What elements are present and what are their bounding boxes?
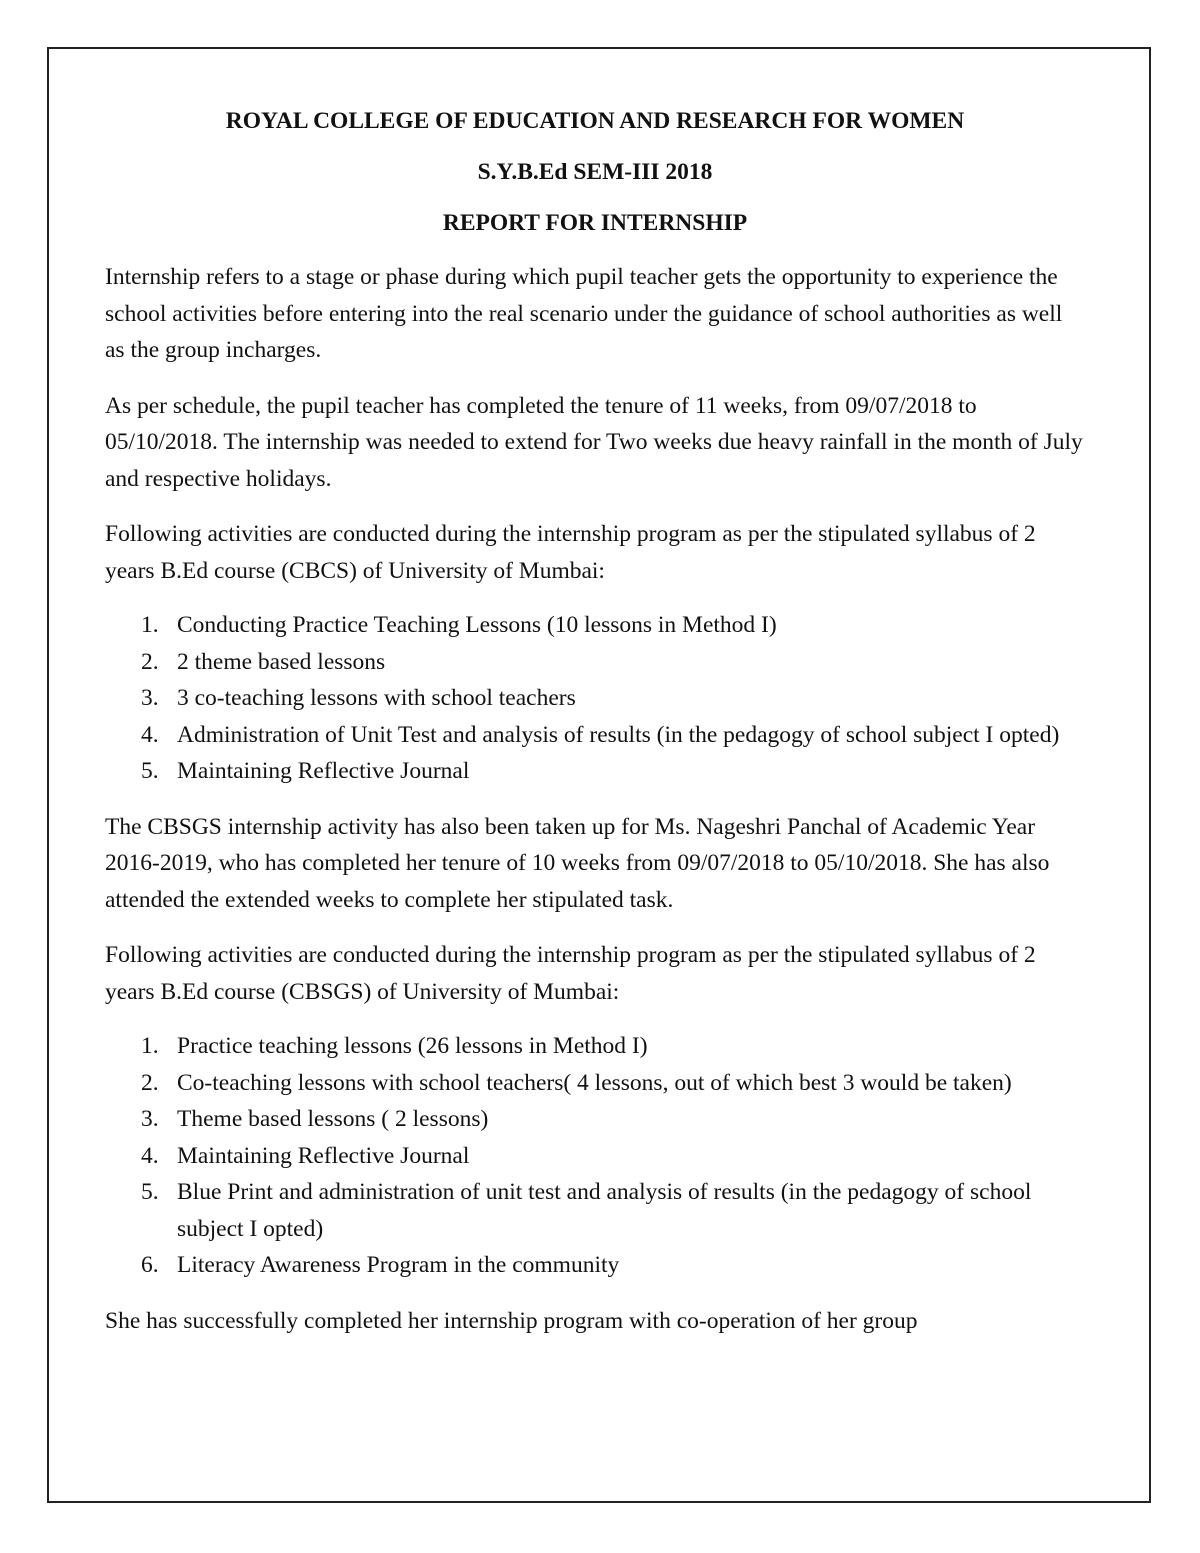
list-item-text: Conducting Practice Teaching Lessons (10 lessons in Method I): [177, 612, 777, 638]
list-item: [105, 607, 1085, 644]
cbcs-activities-list: [105, 607, 1085, 790]
list-number: 4.: [141, 1142, 159, 1169]
list-item-text: Co-teaching lessons with school teachers( 4 lessons, out of which best 3 would be taken): [177, 1069, 1012, 1096]
list-item: [105, 753, 1085, 790]
list-item: [105, 1101, 1085, 1138]
list-number: 5.: [141, 1179, 159, 1205]
list-item: [105, 1065, 1085, 1102]
cbcs-intro-paragraph: Following activities are conducted during the internship program as per the stipulated syllabus of 2 years B.Ed course (CBCS) of University of Mumbai:: [105, 521, 1036, 584]
list-item-text: 3 co-teaching lessons with school teachers: [177, 685, 576, 711]
list-item: [105, 717, 1085, 754]
list-number: 6.: [141, 1252, 159, 1278]
schedule-paragraph: As per schedule, the pupil teacher has completed the tenure of 11 weeks, from 09/07/2018 to 05/10/2018. The internship was needed to extend for Two weeks due heavy rainfall in the month of July and respective holidays.: [105, 392, 1083, 492]
list-number: 2.: [141, 648, 159, 675]
list-item-text: Literacy Awareness Program in the community: [177, 1252, 620, 1278]
course-heading: S.Y.B.Ed SEM-III 2018: [477, 159, 713, 185]
list-number: 1.: [141, 1033, 159, 1059]
list-item-text: Practice teaching lessons (26 lessons in Method I): [177, 1033, 648, 1059]
closing-paragraph: She has successfully completed her internship program with co-operation of her group: [105, 1307, 918, 1334]
list-item: [105, 1138, 1085, 1175]
list-number: 3.: [141, 1106, 159, 1132]
list-item-text: 2 theme based lessons: [177, 648, 386, 675]
list-item: [105, 1174, 1085, 1247]
list-number: 5.: [141, 758, 159, 784]
list-item: [105, 680, 1085, 717]
list-item-text: Theme based lessons ( 2 lessons): [177, 1106, 489, 1132]
report-title-heading: REPORT FOR INTERNSHIP: [442, 210, 748, 236]
list-item: [105, 1028, 1085, 1065]
intro-paragraph: Internship refers to a stage or phase during which pupil teacher gets the opportunity to experience the school activities before entering into the real scenario under the guidance of school authorities as well as the group incharges.: [105, 264, 1063, 363]
list-item-text: Administration of Unit Test and analysis of results (in the pedagogy of school subject I opted): [177, 721, 1060, 748]
list-item: [105, 644, 1085, 681]
list-number: 4.: [141, 721, 159, 748]
college-name-heading: ROYAL COLLEGE OF EDUCATION AND RESEARCH FOR WOMEN: [225, 108, 965, 134]
cbsgs-activities-list: [105, 1028, 1085, 1284]
list-item-text: Maintaining Reflective Journal: [177, 1142, 470, 1169]
list-item-text: Maintaining Reflective Journal: [177, 758, 470, 784]
document-content: [105, 102, 1085, 1339]
list-item-text: Blue Print and administration of unit test and analysis of results (in the pedagogy of school subject I opted): [177, 1179, 1032, 1242]
list-item: [105, 1247, 1085, 1284]
list-number: 3.: [141, 685, 159, 711]
cbsgs-intro-paragraph: Following activities are conducted during the internship program as per the stipulated syllabus of 2 years B.Ed course (CBSGS) of University of Mumbai:: [105, 942, 1036, 1005]
list-number: 2.: [141, 1069, 159, 1096]
cbsgs-paragraph: The CBSGS internship activity has also been taken up for Ms. Nageshri Panchal of Academic Year 2016-2019, who has completed her tenure of 10 weeks from 09/07/2018 to 05/10/2018. She has also attended the extended weeks to complete her stipulated task.: [105, 813, 1050, 913]
list-number: 1.: [141, 612, 159, 638]
